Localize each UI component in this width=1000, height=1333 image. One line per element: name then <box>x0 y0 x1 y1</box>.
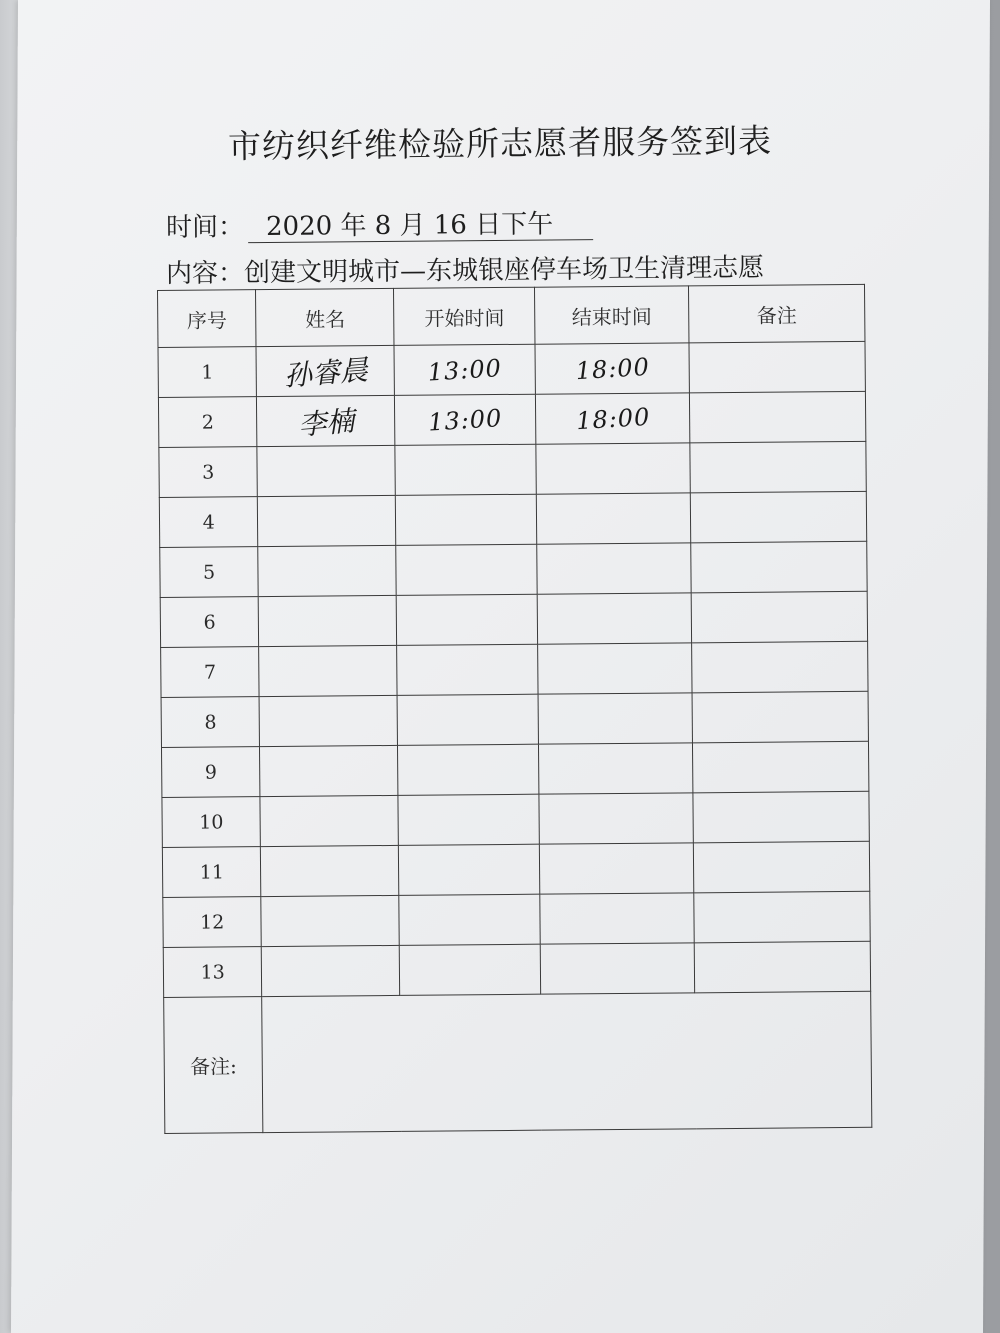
row-start-cell <box>397 594 538 645</box>
row-no-cell <box>159 497 258 548</box>
row-end-cell <box>540 943 695 994</box>
row-remark-cell <box>690 391 866 443</box>
row-no-text: 7 <box>203 660 217 684</box>
row-no-text: 11 <box>199 860 224 884</box>
row-no-text: 13 <box>200 960 225 984</box>
header-remark: 备注 <box>689 284 865 343</box>
row-no-text: 4 <box>202 511 215 534</box>
row-name-cell <box>259 695 398 746</box>
row-no-cell <box>158 397 257 448</box>
row-start-cell <box>398 744 539 795</box>
table-header-row <box>158 284 865 347</box>
row-start-cell <box>396 544 537 595</box>
row-start-text: 13:00 <box>427 403 504 437</box>
table-row <box>162 841 869 897</box>
row-no-cell <box>160 597 259 648</box>
row-start-cell <box>399 844 540 895</box>
row-end-text: 18:00 <box>574 352 651 385</box>
header-name: 姓名 <box>256 288 395 346</box>
form-title: 市纺织纤维检验所志愿者服务签到表 <box>227 121 773 166</box>
table-row <box>163 941 870 997</box>
row-remark-cell <box>691 591 867 643</box>
row-no-cell <box>158 347 257 398</box>
row-end-cell <box>540 893 695 944</box>
row-name-cell <box>260 745 399 796</box>
row-no-text: 2 <box>201 411 215 434</box>
row-no-cell <box>161 647 260 698</box>
row-name-cell <box>259 595 398 646</box>
row-no-cell <box>160 547 259 598</box>
row-end-cell <box>538 643 693 694</box>
row-name-cell <box>257 395 396 446</box>
row-remark-cell <box>692 641 868 693</box>
table-row <box>161 691 868 747</box>
row-remark-cell <box>689 341 865 393</box>
time-value: 2020 年 8 月 16 日下午 <box>248 209 593 243</box>
row-remark-cell <box>693 741 869 793</box>
row-no-cell <box>161 697 260 748</box>
table-body <box>158 341 871 997</box>
row-name-cell <box>258 545 397 596</box>
row-start-cell <box>399 894 540 945</box>
row-end-cell <box>535 393 690 444</box>
footer-remark-value <box>262 991 872 1132</box>
row-remark-cell <box>690 441 866 493</box>
row-no-cell <box>159 447 258 498</box>
row-end-cell <box>538 743 693 794</box>
row-remark-cell <box>693 791 869 843</box>
row-name-cell <box>256 345 395 396</box>
row-end-cell <box>538 693 693 744</box>
row-end-cell <box>539 843 694 894</box>
row-name-cell <box>260 795 399 846</box>
row-end-cell <box>536 443 691 494</box>
row-remark-cell <box>694 941 870 993</box>
row-end-cell <box>537 543 692 594</box>
row-name-cell <box>262 945 401 996</box>
row-start-cell <box>395 394 536 445</box>
table-row <box>159 491 866 547</box>
table-row <box>159 441 866 497</box>
row-start-cell <box>394 344 535 395</box>
row-no-text: 1 <box>201 361 214 384</box>
row-end-cell <box>539 793 694 844</box>
row-start-text: 13:00 <box>427 353 503 387</box>
row-name-cell <box>258 495 397 546</box>
row-start-cell <box>398 794 539 845</box>
header-end-time: 结束时间 <box>534 286 689 344</box>
row-no-text: 3 <box>202 461 215 484</box>
row-end-cell <box>537 593 692 644</box>
row-remark-cell <box>691 491 867 543</box>
row-name-text: 李楠 <box>296 403 356 442</box>
table-row <box>160 541 867 597</box>
content-value: 创建文明城市—东城银座停车场卫生清理志愿 <box>243 252 765 289</box>
time-line <box>166 203 593 244</box>
time-label: 时间： <box>165 212 245 243</box>
table-row <box>158 341 865 397</box>
row-no-text: 10 <box>199 810 224 834</box>
row-name-text: 孙睿晨 <box>282 352 369 393</box>
row-name-cell <box>257 445 396 496</box>
row-start-cell <box>400 944 541 995</box>
content-line <box>166 247 764 290</box>
row-remark-cell <box>694 841 870 893</box>
table-row <box>162 791 869 847</box>
header-start-time: 开始时间 <box>394 287 535 345</box>
row-no-text: 6 <box>203 611 216 634</box>
row-end-cell <box>535 343 690 394</box>
row-start-cell <box>397 644 538 695</box>
row-no-text: 9 <box>204 760 218 784</box>
row-no-cell <box>163 947 262 998</box>
row-no-cell <box>161 747 260 798</box>
row-no-cell <box>162 797 261 848</box>
row-start-cell <box>395 444 536 495</box>
row-remark-cell <box>692 691 868 743</box>
table-row <box>161 641 868 697</box>
row-no-cell <box>162 847 261 898</box>
row-no-text: 12 <box>200 910 225 934</box>
table-row <box>158 391 865 447</box>
row-start-cell <box>396 494 537 545</box>
footer-remark-row <box>164 991 872 1133</box>
row-start-cell <box>398 694 539 745</box>
row-no-text: 5 <box>203 561 216 584</box>
table-row <box>160 591 867 647</box>
row-end-cell <box>536 493 691 544</box>
row-name-cell <box>259 645 398 696</box>
row-remark-cell <box>694 891 870 943</box>
signin-table <box>157 284 872 1134</box>
row-name-cell <box>261 845 400 896</box>
table-row <box>161 741 868 797</box>
row-no-cell <box>163 897 262 948</box>
row-no-text: 8 <box>204 710 217 734</box>
row-name-cell <box>261 895 400 946</box>
row-end-text: 18:00 <box>574 402 651 435</box>
table-row <box>163 891 870 947</box>
content-label: 内容： <box>165 258 245 290</box>
row-remark-cell <box>691 541 867 593</box>
header-no: 序号 <box>158 290 257 348</box>
footer-remark-label: 备注: <box>164 997 264 1134</box>
